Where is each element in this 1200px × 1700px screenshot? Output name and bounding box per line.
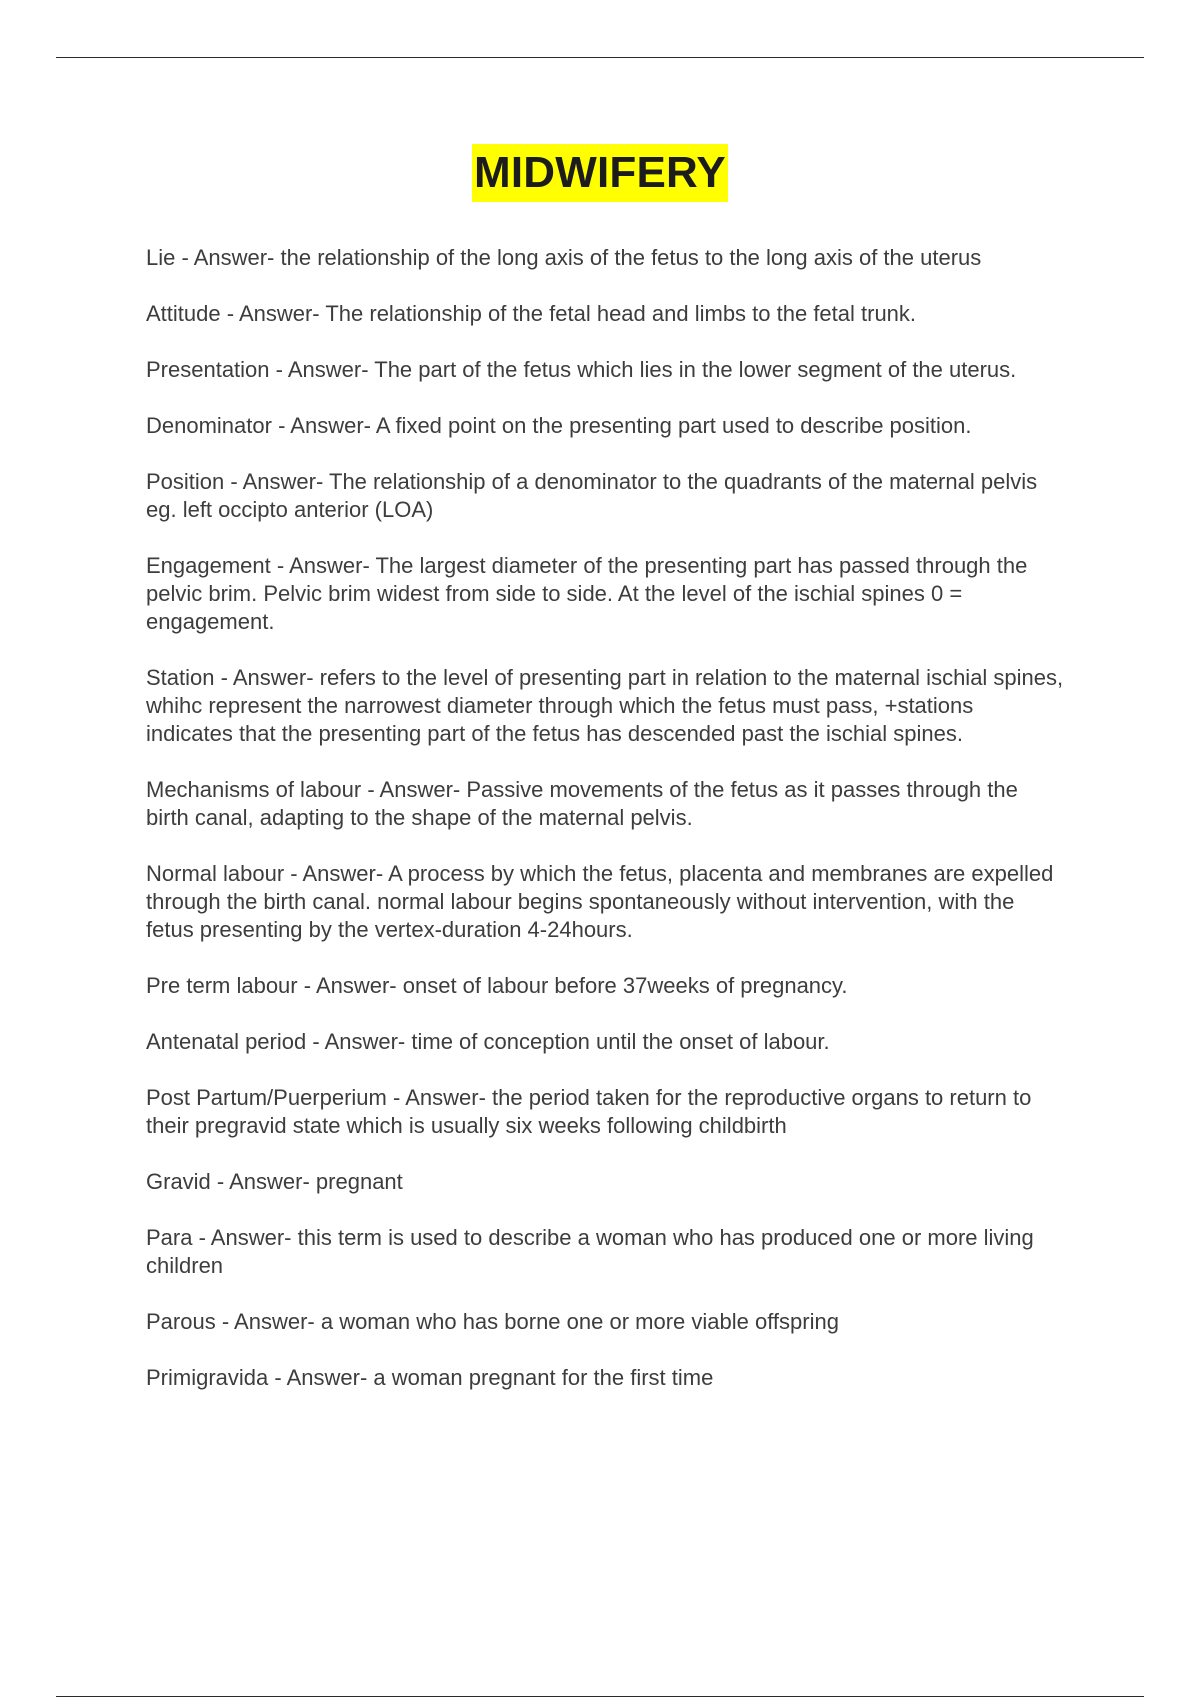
definition-entry: Pre term labour - Answer- onset of labour before 37weeks of pregnancy. bbox=[146, 973, 848, 998]
definition-entry: Primigravida - Answer- a woman pregnant for the first time bbox=[146, 1365, 714, 1390]
definition-entry: Mechanisms of labour - Answer- Passive movements of the fetus as it passes through the birth canal, adapting to the shape of the maternal pelvis. bbox=[146, 777, 1018, 830]
definition-entry: Post Partum/Puerperium - Answer- the period taken for the reproductive organs to return to their pregravid state which is usually six weeks following childbirth bbox=[146, 1085, 1032, 1138]
document-title: MIDWIFERY bbox=[472, 144, 728, 202]
title-container bbox=[0, 144, 1200, 202]
definition-entry: Normal labour - Answer- A process by which the fetus, placenta and membranes are expelled through the birth canal. normal labour begins spontaneously without intervention, with the fetus presenting by the vertex-duration 4-24hours. bbox=[146, 861, 1054, 942]
footer-rule bbox=[56, 1696, 1144, 1697]
definition-entry: Lie - Answer- the relationship of the long axis of the fetus to the long axis of the uterus bbox=[146, 245, 982, 270]
definition-entry: Parous - Answer- a woman who has borne one or more viable offspring bbox=[146, 1309, 839, 1334]
definition-entry: Denominator - Answer- A fixed point on the presenting part used to describe position. bbox=[146, 413, 972, 438]
definition-entry: Position - Answer- The relationship of a denominator to the quadrants of the maternal pelvis eg. left occipto anterior (LOA) bbox=[146, 469, 1038, 522]
definition-entry: Attitude - Answer- The relationship of the fetal head and limbs to the fetal trunk. bbox=[146, 301, 917, 326]
definition-entry: Station - Answer- refers to the level of presenting part in relation to the maternal ischial spines, whihc represent the narrowest diameter through which the fetus must pass, +stations indicates that the presenting part of the fetus has descended past the ischial spines. bbox=[146, 665, 1064, 746]
header-rule bbox=[56, 57, 1144, 58]
definition-entry: Presentation - Answer- The part of the fetus which lies in the lower segment of the uterus. bbox=[146, 357, 1017, 382]
definition-entry: Engagement - Answer- The largest diameter of the presenting part has passed through the pelvic brim. Pelvic brim widest from side to side. At the level of the ischial spines 0 = engagement. bbox=[146, 553, 1028, 634]
definition-entry: Para - Answer- this term is used to describe a woman who has produced one or more living children bbox=[146, 1225, 1034, 1278]
definition-entry: Gravid - Answer- pregnant bbox=[146, 1169, 403, 1194]
definition-entry: Antenatal period - Answer- time of conception until the onset of labour. bbox=[146, 1029, 830, 1054]
definition-list bbox=[146, 244, 1066, 1420]
